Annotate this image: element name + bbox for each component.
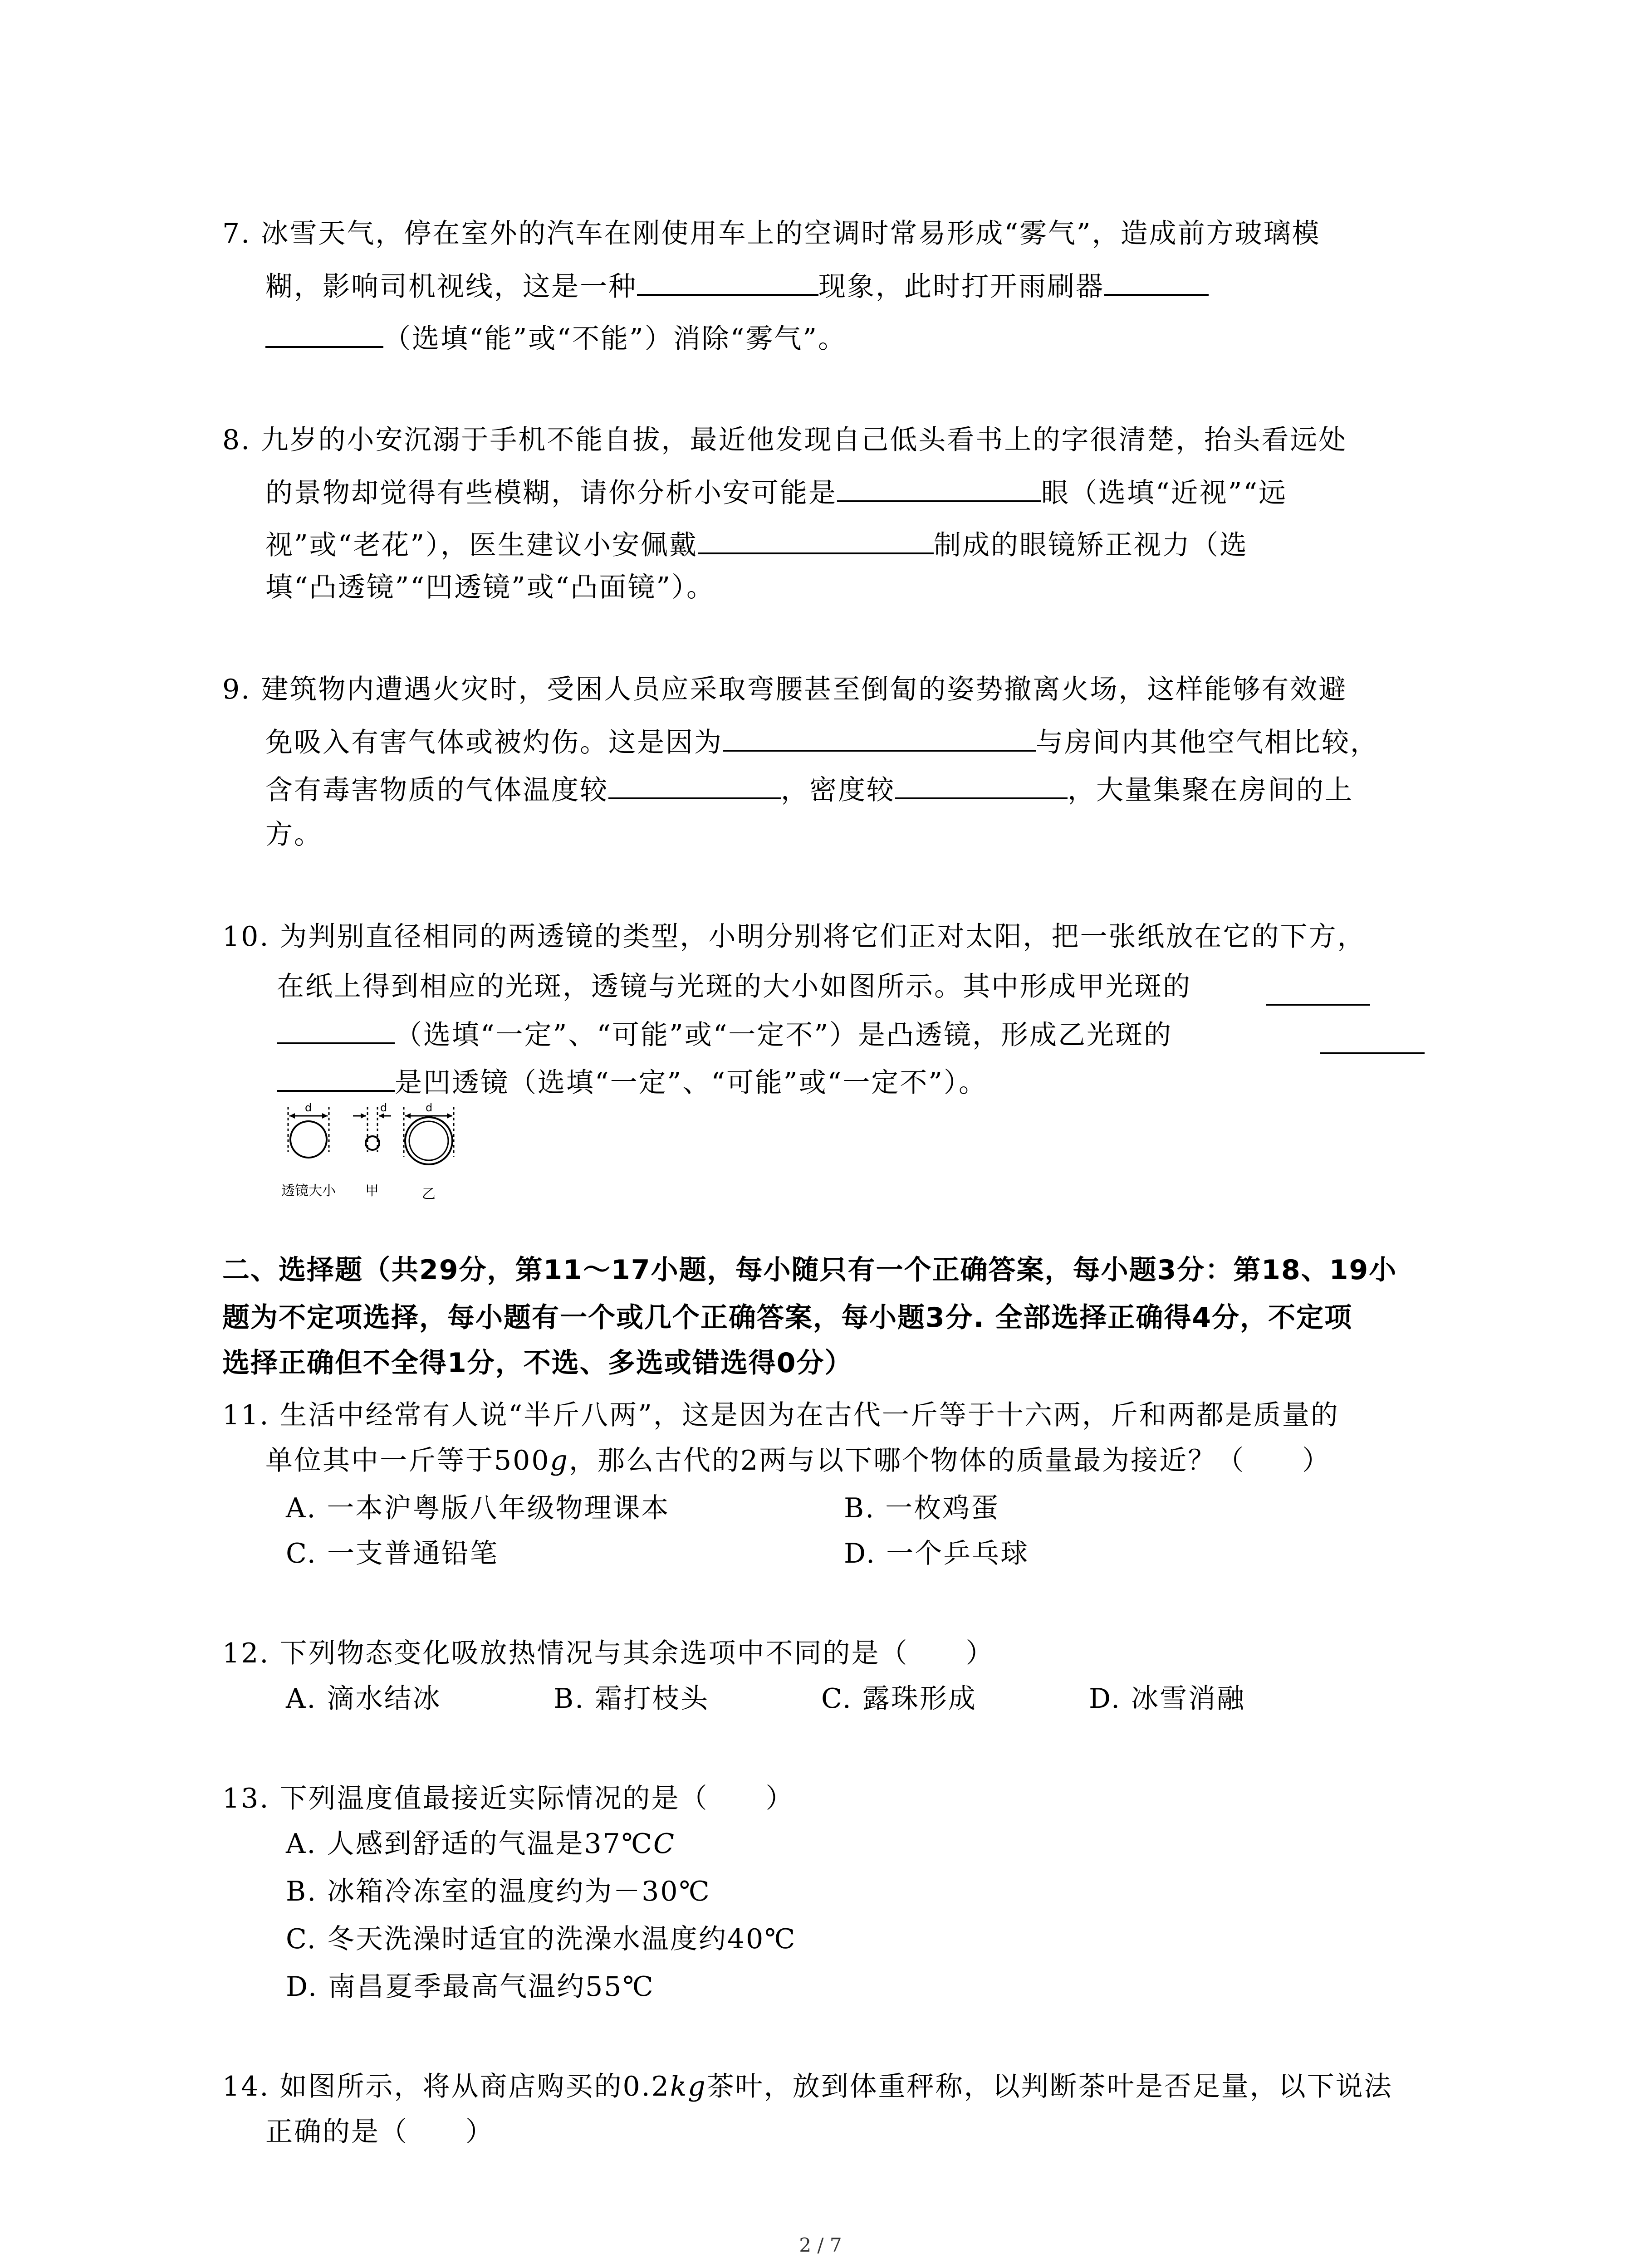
q11-text-2a: 单位其中一斤等于500 bbox=[265, 1445, 550, 1476]
q12-option-b[interactable]: B. 霜打枝头 bbox=[554, 1683, 710, 1715]
spot-b-dim-label: d bbox=[426, 1101, 433, 1114]
q9-text-3c: ，大量集聚在房间的上 bbox=[1068, 774, 1353, 806]
q8-line-4: 填“凸透镜”“凹透镜”或“凸面镜”）。 bbox=[265, 572, 715, 603]
q11-text-2b: ，那么古代的2两与以下哪个物体的质量最为接近？（ ） bbox=[568, 1445, 1331, 1476]
q9-line-1: 9. 建筑物内遭遇火灾时，受困人员应采取弯腰甚至倒匐的姿势撤离火场，这样能够有效避 bbox=[222, 674, 1347, 705]
q7-text-2b: 现象，此时打开雨刷器 bbox=[818, 271, 1104, 303]
section2-line-3: 选择正确但不全得1分，不选、多选或错选得0分） bbox=[222, 1347, 853, 1379]
q9-text-3b: ，密度较 bbox=[781, 774, 895, 806]
spot-a-diagram bbox=[353, 1101, 391, 1152]
q12-option-c[interactable]: C. 露珠形成 bbox=[821, 1683, 977, 1715]
q10-text-4: 是凹透镜（选填“一定”、“可能”或“一定不”）。 bbox=[395, 1067, 988, 1099]
q14-text-1a: 14. 如图所示，将从商店购买的0.2 bbox=[222, 2071, 670, 2102]
q14-unit-kg: kg bbox=[670, 2071, 707, 2102]
q13-option-a-unit: C bbox=[653, 1828, 676, 1860]
label-spot-b: 乙 bbox=[422, 1186, 436, 1202]
q9-text-2b: 与房间内其他空气相比较， bbox=[1036, 727, 1379, 758]
q8-text-3b: 制成的眼镜矫正视力（选 bbox=[934, 529, 1249, 561]
q11-option-c[interactable]: C. 一支普通铅笔 bbox=[286, 1538, 499, 1569]
q7-text-3: （选填“能”或“不能”）消除“雾气”。 bbox=[383, 323, 847, 355]
q8-line-3 bbox=[265, 526, 1248, 563]
q9-blank-1[interactable] bbox=[723, 723, 1036, 752]
q10-text-2: 在纸上得到相应的光斑，透镜与光斑的大小如图所示。其中形成甲光斑的 bbox=[277, 971, 1191, 1002]
q10-text-3: （选填“一定”、“可能”或“一定不”）是凸透镜，形成乙光斑的 bbox=[395, 1019, 1173, 1051]
q8-line-1: 8. 九岁的小安沉溺于手机不能自拔，最近他发现自己低头看书上的字很清楚，抬头看远处 bbox=[222, 424, 1347, 456]
q7-blank-2b[interactable] bbox=[265, 320, 383, 348]
q10-line-1: 10. 为判别直径相同的两透镜的类型，小明分别将它们正对太阳，把一张纸放在它的下方， bbox=[222, 921, 1366, 953]
q11-unit-g: g bbox=[550, 1445, 569, 1476]
q9-blank-2[interactable] bbox=[608, 771, 781, 799]
spot-a-dim-label: d bbox=[380, 1101, 387, 1114]
q8-text-2b: 眼（选填“近视”“远 bbox=[1041, 477, 1288, 509]
lens-dim-label: d bbox=[305, 1101, 312, 1114]
q7-blank-2a[interactable] bbox=[1104, 268, 1209, 296]
q14-line-2: 正确的是（ ） bbox=[265, 2116, 494, 2148]
q11-line-1: 11. 生活中经常有人说“半斤八两”，这是因为在古代一斤等于十六两，斤和两都是质量的 bbox=[222, 1399, 1339, 1431]
q13-stem: 13. 下列温度值最接近实际情况的是（ ） bbox=[222, 1783, 794, 1814]
q7-text-2a: 糊，影响司机视线，这是一种 bbox=[265, 271, 637, 303]
label-lens-size: 透镜大小 bbox=[281, 1183, 336, 1199]
q10-line-3 bbox=[277, 1016, 1172, 1053]
q13-option-d[interactable]: D. 南昌夏季最高气温约55℃ bbox=[286, 1971, 655, 2003]
q7-blank-1[interactable] bbox=[637, 268, 818, 296]
label-spot-a: 甲 bbox=[365, 1183, 379, 1199]
q8-text-2a: 的景物却觉得有些模糊，请你分析小安可能是 bbox=[265, 477, 837, 509]
q9-text-3a: 含有毒害物质的气体温度较 bbox=[265, 774, 608, 806]
q12-option-a[interactable]: A. 滴水结冰 bbox=[286, 1683, 441, 1715]
q8-line-2 bbox=[265, 474, 1287, 511]
q9-blank-3[interactable] bbox=[895, 771, 1068, 799]
q13-option-c[interactable]: C. 冬天洗澡时适宜的洗澡水温度约40℃ bbox=[286, 1923, 797, 1955]
q10-line-4 bbox=[277, 1064, 987, 1101]
lens-diagram bbox=[288, 1101, 329, 1158]
q11-option-b[interactable]: B. 一枚鸡蛋 bbox=[844, 1492, 1000, 1524]
q10-line-2 bbox=[277, 968, 1191, 1005]
q9-line-3 bbox=[265, 771, 1353, 808]
q8-blank-1[interactable] bbox=[837, 474, 1041, 502]
q9-line-2 bbox=[265, 723, 1379, 761]
q11-line-2 bbox=[265, 1442, 1331, 1479]
q10-blank-1b[interactable] bbox=[277, 1016, 395, 1044]
q13-option-b[interactable]: B. 冰箱冷冻室的温度约为－30℃ bbox=[286, 1876, 711, 1907]
lens-spot-figure bbox=[272, 1098, 508, 1216]
q11-option-a[interactable]: A. 一本沪粤版八年级物理课本 bbox=[286, 1492, 670, 1524]
q12-option-d[interactable]: D. 冰雪消融 bbox=[1089, 1683, 1246, 1715]
q10-blank-2a[interactable] bbox=[1320, 1026, 1425, 1054]
q9-line-4: 方。 bbox=[265, 819, 323, 850]
q7-line-1: 7. 冰雪天气，停在室外的汽车在刚使用车上的空调时常易形成“雾气”，造成前方玻璃模 bbox=[222, 218, 1321, 249]
section2-line-2: 题为不定项选择，每小题有一个或几个正确答案，每小题3分. 全部选择正确得4分，不定项 bbox=[222, 1302, 1353, 1334]
q8-blank-2[interactable] bbox=[698, 526, 934, 554]
q13-option-a-text: A. 人感到舒适的气温是37℃ bbox=[286, 1828, 653, 1860]
q7-line-3 bbox=[265, 320, 847, 357]
q14-text-1b: 茶叶，放到体重秤称，以判断茶叶是否足量，以下说法 bbox=[706, 2071, 1393, 2102]
q12-stem: 12. 下列物态变化吸放热情况与其余选项中不同的是（ ） bbox=[222, 1637, 994, 1669]
q10-blank-2b[interactable] bbox=[277, 1064, 395, 1092]
q14-line-1 bbox=[222, 2068, 1393, 2105]
page-number: 2 / 7 bbox=[799, 2234, 842, 2256]
spot-b-diagram bbox=[404, 1101, 454, 1164]
q7-line-2 bbox=[265, 268, 1209, 305]
q9-text-2a: 免吸入有害气体或被灼伤。这是因为 bbox=[265, 727, 723, 758]
q10-blank-1a[interactable] bbox=[1266, 978, 1370, 1006]
q13-option-a[interactable] bbox=[286, 1826, 676, 1862]
section2-line-1: 二、选择题（共29分，第11～17小题，每小随只有一个正确答案，每小题3分：第18、19小 bbox=[222, 1254, 1397, 1286]
q8-text-3a: 视”或“老花”），医生建议小安佩戴 bbox=[265, 529, 698, 561]
q11-option-d[interactable]: D. 一个乒乓球 bbox=[844, 1538, 1029, 1569]
